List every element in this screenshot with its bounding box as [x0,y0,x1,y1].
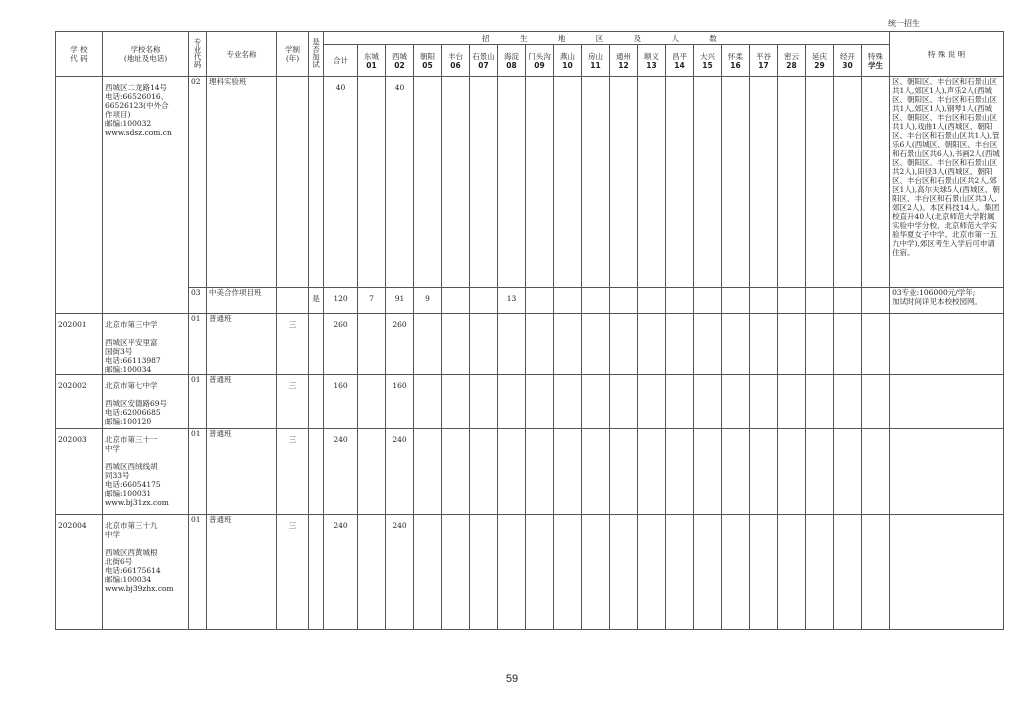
school-info: 北京市第三十九 中学 西城区西黄城根 北街6号 电话:66175614 邮编:100034 www.bj39zhx.com [103,515,189,630]
header-note: 特 殊 说 明 [890,32,1004,77]
table-row [56,314,1004,375]
major-code: 01 [189,314,207,375]
special-note [890,314,1004,375]
header-region-name: 朝阳 [420,51,435,61]
quota-cell: 13 [498,288,526,314]
quota-cell [470,288,498,314]
quota-cell [834,314,862,375]
duration: 三 [277,314,309,375]
header-region-code: 02 [394,60,405,70]
header-region-name: 大兴 [700,51,715,61]
quota-cell [806,288,834,314]
quota-cell: 91 [386,288,414,314]
quota-cell [834,515,862,630]
table-row [56,515,1004,630]
header-region-name: 合计 [333,56,348,65]
header-region-code: 12 [618,60,629,70]
header-region-name: 丰台 [448,51,463,61]
quota-cell [834,77,862,288]
header-region-name: 顺义 [644,51,659,61]
special-note [890,375,1004,429]
quota-cell [722,314,750,375]
quota-cell [582,77,610,288]
quota-cell [526,314,554,375]
quota-cell [358,429,386,515]
header-region-name: 石景山 [472,51,495,61]
header-region-name: 密云 [784,51,799,61]
major-code: 01 [189,515,207,630]
header-region-col [470,45,498,77]
header-region-col [778,45,806,77]
quota-cell [750,375,778,429]
quota-cell [806,515,834,630]
header-region-name: 燕山 [560,51,575,61]
quota-cell: 40 [386,77,414,288]
quota-cell [554,314,582,375]
school-code: 202001 [56,314,103,375]
quota-cell [722,288,750,314]
quota-total: 160 [324,375,358,429]
header-region-col [442,45,470,77]
extra-test: 是 [309,288,324,314]
quota-cell [358,515,386,630]
header-region-col [722,45,750,77]
extra-test [309,314,324,375]
quota-cell: 7 [358,288,386,314]
quota-cell [666,429,694,515]
quota-cell [666,77,694,288]
quota-cell [694,515,722,630]
quota-cell [582,288,610,314]
header-major-name: 专业名称 [207,32,277,77]
page-number: 59 [505,673,519,685]
quota-cell [722,515,750,630]
table-row [56,375,1004,429]
quota-cell [610,375,638,429]
quota-cell [470,375,498,429]
quota-cell [778,375,806,429]
quota-cell [638,515,666,630]
quota-cell [554,375,582,429]
quota-cell [414,429,442,515]
extra-test [309,375,324,429]
duration [277,77,309,288]
header-region-name: 东城 [364,51,379,61]
header-tag: 统一招生 [888,19,920,28]
quota-total: 40 [324,77,358,288]
header-region-name: 怀柔 [728,51,743,61]
quota-cell [526,375,554,429]
major-name: 普通班 [207,314,277,375]
quota-cell [498,375,526,429]
quota-cell [610,288,638,314]
quota-cell [862,314,890,375]
quota-cell: 240 [386,515,414,630]
header-region-name: 经开 [840,51,855,61]
quota-cell [862,77,890,288]
quota-cell [582,314,610,375]
major-name: 普通班 [207,515,277,630]
quota-cell [666,314,694,375]
header-region-code: 07 [478,60,489,70]
school-info: 北京市第七中学 西城区安德路69号 电话:62006685 邮编:100120 [103,375,189,429]
quota-cell [834,429,862,515]
quota-cell [666,515,694,630]
enrollment-table [55,31,1004,630]
header-region-code: 17 [758,60,769,70]
quota-cell [358,77,386,288]
quota-cell [442,515,470,630]
quota-cell [694,77,722,288]
quota-cell [582,429,610,515]
special-note [890,515,1004,630]
quota-cell: 160 [386,375,414,429]
header-region-code: 11 [590,60,601,70]
quota-cell [526,429,554,515]
header-region-name: 门头沟 [528,51,551,61]
extra-test [309,429,324,515]
quota-cell [806,77,834,288]
header-region-col [582,45,610,77]
quota-cell [442,77,470,288]
quota-cell [638,375,666,429]
school-info: 北京市第三十一 中学 西城区西绒线胡 同33号 电话:66054175 邮编:100031 www.bj31zx.com [103,429,189,515]
quota-cell [862,515,890,630]
quota-cell [442,429,470,515]
quota-cell [778,288,806,314]
quota-cell [778,77,806,288]
quota-cell [666,375,694,429]
quota-cell [582,375,610,429]
header-region-code: 学生 [868,60,884,70]
quota-cell [638,288,666,314]
major-name: 普通班 [207,429,277,515]
quota-cell [834,375,862,429]
quota-cell [554,288,582,314]
quota-cell [442,288,470,314]
extra-test [309,515,324,630]
header-region-name: 昌平 [672,51,687,61]
header-region-code: 06 [450,60,461,70]
quota-cell [610,515,638,630]
header-region-col [806,45,834,77]
header-region-code: 13 [646,60,657,70]
quota-cell [610,77,638,288]
quota-cell [610,314,638,375]
quota-cell [750,77,778,288]
quota-cell [470,429,498,515]
quota-cell [834,288,862,314]
header-region-name: 通州 [616,51,631,61]
header-duration: 学制 (年) [277,32,309,77]
quota-cell [610,429,638,515]
header-region-col [554,45,582,77]
quota-cell [582,515,610,630]
quota-cell [750,515,778,630]
quota-cell [862,288,890,314]
header-region-code: 01 [366,60,377,70]
duration: 三 [277,375,309,429]
header-region-col [386,45,414,77]
major-name: 理科实验班 [207,77,277,288]
header-region-col [414,45,442,77]
duration: 三 [277,429,309,515]
quota-cell [750,314,778,375]
header-region-code: 09 [534,60,545,70]
major-code: 01 [189,375,207,429]
quota-cell [358,314,386,375]
quota-cell [694,288,722,314]
header-region-code: 16 [730,60,741,70]
quota-cell [414,375,442,429]
quota-total: 240 [324,429,358,515]
school-info: 西城区二龙路14号 电话:66526016、 66526123(中外合 作项目) 邮编:100032 www.sdsz.com.cn [103,77,189,314]
quota-cell [498,77,526,288]
header-region-code: 10 [562,60,573,70]
quota-cell [554,77,582,288]
header-region-name: 平谷 [756,51,771,61]
major-code: 03 [189,288,207,314]
header-region-title: 招 生 地 区 及 人 数 [324,32,890,45]
header-region-code: 05 [422,60,433,70]
quota-cell [442,375,470,429]
major-name: 中美合作项目班 [207,288,277,314]
header-extra-test: 是否加试 [311,38,321,68]
quota-cell [414,314,442,375]
special-note [890,429,1004,515]
duration [277,288,309,314]
quota-cell [526,515,554,630]
header-school-code: 学 校 代 码 [56,32,103,77]
header-region-col [358,45,386,77]
quota-cell [470,77,498,288]
header-region-name: 延庆 [812,51,827,61]
quota-cell [526,77,554,288]
quota-cell [498,314,526,375]
header-region-code: 29 [814,60,825,70]
header-region-code: 15 [702,60,713,70]
quota-cell: 260 [386,314,414,375]
quota-cell [414,77,442,288]
header-region-col [610,45,638,77]
header-region-col [324,45,358,77]
quota-cell [750,429,778,515]
quota-cell [722,77,750,288]
school-info: 北京市第三中学 西城区平安里富 国街3号 电话:66113987 邮编:100034 [103,314,189,375]
quota-cell [806,375,834,429]
quota-cell [750,288,778,314]
quota-total: 240 [324,515,358,630]
table-row [56,288,1004,314]
duration: 三 [277,515,309,630]
special-note: 区、朝阳区、丰台区和石景山区共1人,郊区1人),声乐2人(西城区、朝阳区、丰台区和石景山区共1人,郊区1人),钢琴1人(西城区、朝阳区、丰台区和石景山区共1人),戏曲1人(西城区、朝阳区、丰台区和石景山区共1人),管乐6人(西城区、朝阳区、丰台区和石景山区共6人),书画2人(西城区、朝阳区、丰台区和石景山区共2人),田径3人(西城区、朝阳区、丰台区和石景山区共2人,郊区1人),高尔夫球5人(西城区、朝阳区、丰台区和石景山区共3人,郊区2人)。本区科技14人。集团校直升40人(北京师范大学附属实验中学分校、北京师范大学实验华夏女子中学、北京市第一五九中学),郊区考生入学后可申请住宿。 [890,77,1004,288]
quota-cell [778,429,806,515]
quota-cell [414,515,442,630]
header-school-name: 学校名称 (地址及电话) [103,32,189,77]
quota-cell [470,515,498,630]
quota-cell [442,314,470,375]
quota-cell [666,288,694,314]
school-code: 202004 [56,515,103,630]
header-region-col [638,45,666,77]
quota-cell [722,375,750,429]
quota-cell [862,375,890,429]
header-region-name: 房山 [588,51,603,61]
quota-cell [554,515,582,630]
quota-total: 260 [324,314,358,375]
header-region-col [526,45,554,77]
quota-cell [498,515,526,630]
quota-cell [526,288,554,314]
quota-cell [694,429,722,515]
special-note: 03专业:106000元/学年; 加试时间详见本校校园网。 [890,288,1004,314]
header-region-code: 08 [506,60,517,70]
quota-cell [694,314,722,375]
quota-cell [778,314,806,375]
header-region-col [862,45,890,77]
quota-cell [554,429,582,515]
header-region-name: 西城 [392,51,407,61]
quota-cell [806,429,834,515]
header-region-col [694,45,722,77]
quota-cell [806,314,834,375]
quota-cell [722,429,750,515]
quota-cell [778,515,806,630]
quota-cell [638,314,666,375]
major-name: 普通班 [207,375,277,429]
quota-total: 120 [324,288,358,314]
header-region-col [834,45,862,77]
extra-test [309,77,324,288]
major-code: 02 [189,77,207,288]
quota-cell [470,314,498,375]
header-region-name: 特殊 [868,51,884,61]
header-region-code: 30 [842,60,853,70]
header-region-code: 14 [674,60,685,70]
quota-cell [694,375,722,429]
header-region-code: 28 [786,60,797,70]
major-code: 01 [189,429,207,515]
header-region-name: 海淀 [504,51,519,61]
quota-cell [862,429,890,515]
quota-cell [498,429,526,515]
header-region-col [666,45,694,77]
school-code: 202003 [56,429,103,515]
school-code: 202002 [56,375,103,429]
quota-cell: 9 [414,288,442,314]
header-region-col [750,45,778,77]
table-row [56,77,1004,288]
header-major-code: 专业代码 [193,38,202,68]
quota-cell [638,429,666,515]
quota-cell [358,375,386,429]
quota-cell: 240 [386,429,414,515]
table-row [56,429,1004,515]
school-code [56,77,103,314]
quota-cell [638,77,666,288]
header-region-col [498,45,526,77]
